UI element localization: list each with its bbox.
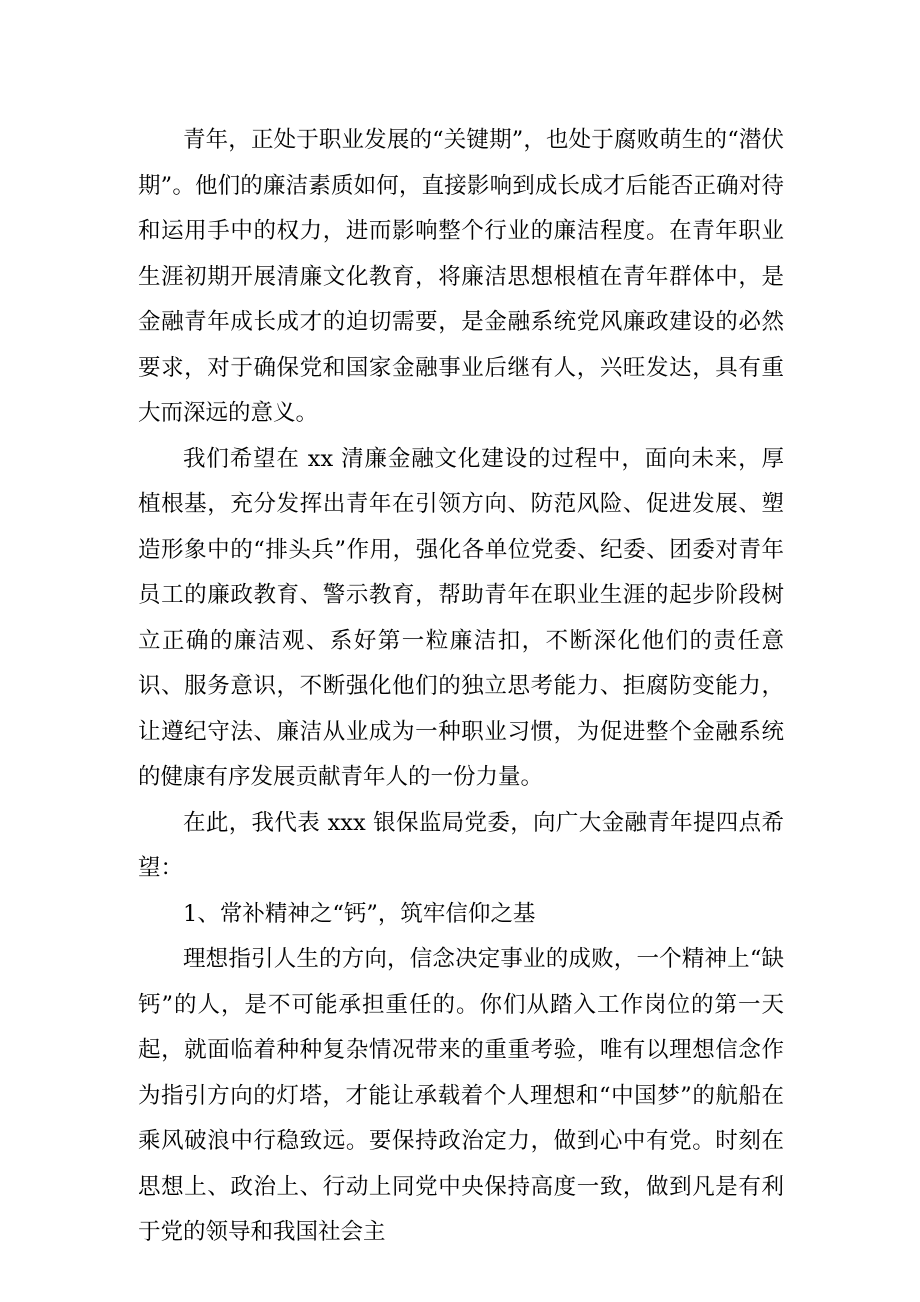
section-heading-1: 1、常补精神之“钙”，筑牢信仰之基 [183, 900, 536, 927]
paragraph-four-hopes-intro: 在此，我代表 xxx 银保监局党委，向广大金融青年提四点希望： [138, 809, 784, 881]
paragraph-youth-critical-period: 青年，正处于职业发展的“关键期”，也处于腐败萌生的“潜伏期”。他们的廉洁素质如何，直接影响到成长成才后能否正确对待和运用手中的权力，进而影响整个行业的廉洁程度。在青年职业生涯初期开展清廉文化教育，将廉洁思想根植在青年群体中，是金融青年成长成才的迫切需要，是金融系统党风廉政建设的必然要求，对于确保党和国家金融事业后继有人，兴旺发达，具有重大而深远的意义。 [138, 127, 784, 426]
document-body [138, 118, 784, 1256]
paragraph-ideals-beliefs: 理想指引人生的方向，信念决定事业的成败，一个精神上“缺钙”的人，是不可能承担重任的。你们从踏入工作岗位的第一天起，就面临着种种复杂情况带来的重重考验，唯有以理想信念作为指引方向的灯塔，才能让承载着个人理想和“中国梦”的航船在乘风破浪中行稳致远。要保持政治定力，做到心中有党。时刻在思想上、政治上、行动上同党中央保持高度一致，做到凡是有利于党的领导和我国社会主 [138, 946, 784, 1245]
paragraph-hope-clean-culture: 我们希望在 xx 清廉金融文化建设的过程中，面向未来，厚植根基，充分发挥出青年在引领方向、防范风险、促进发展、塑造形象中的“排头兵”作用，强化各单位党委、纪委、团委对青年员工的廉政教育、警示教育，帮助青年在职业生涯的起步阶段树立正确的廉洁观、系好第一粒廉洁扣，不断深化他们的责任意识、服务意识，不断强化他们的独立思考能力、拒腐防变能力，让遵纪守法、廉洁从业成为一种职业习惯，为促进整个金融系统的健康有序发展贡献青年人的一份力量。 [138, 445, 784, 790]
